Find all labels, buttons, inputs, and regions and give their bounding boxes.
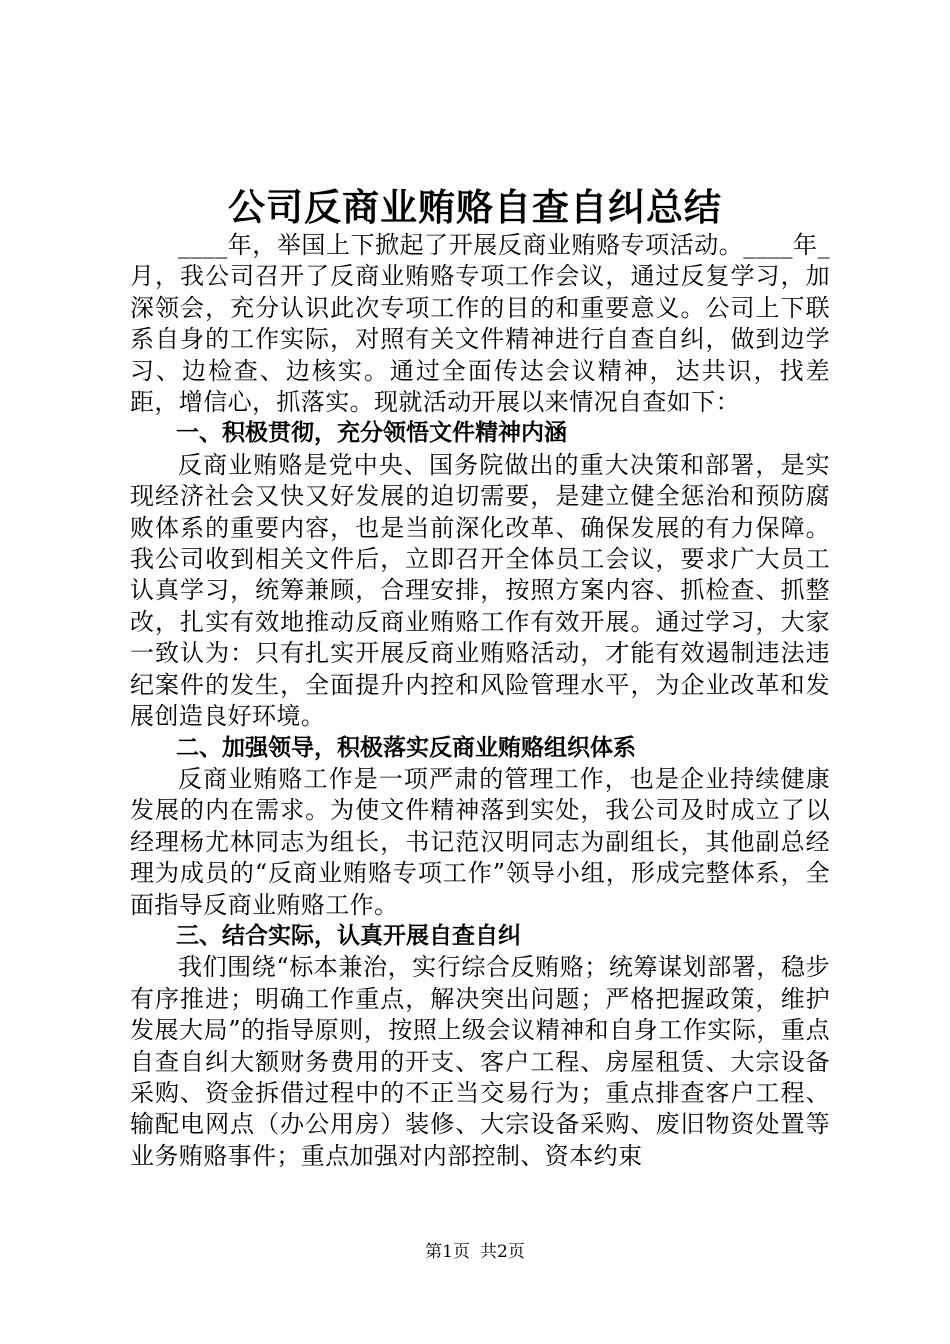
section-2-paragraph: 反商业贿赂工作是一项严肃的管理工作，也是企业持续健康发展的内在需求。为使文件精神落到实处，我公司及时成立了以经理杨尤林同志为组长，书记范汉明同志为副组长，其他副总经理为成员的“反商业贿赂专项工作”领导小组，形成完整体系，全面指导反商业贿赂工作。 [130, 764, 830, 919]
section-heading-2: 二、加强领导，积极落实反商业贿赂组织体系 [176, 734, 636, 761]
section-heading-3: 三、结合实际，认真开展自查自纠 [176, 922, 521, 949]
section-3-paragraph: 我们围绕“标本兼治，实行综合反贿赂；统筹谋划部署，稳步有序推进；明确工作重点，解决突出问题；严格把握政策，维护发展大局”的指导原则，按照上级会议精神和自身工作实际，重点自查自纠大额财务费用的开支、客户工程、房屋租赁、大宗设备采购、资金拆借过程中的不正当交易行为；重点排查客户工程、输配电网点（办公用房）装修、大宗设备采购、废旧物资处置等业务贿赂事件；重点加强对内部控制、资本约束 [130, 953, 830, 1170]
document-title: 公司反商业贿赂自查自纠总结 [228, 186, 722, 229]
page-number: 第1页 [425, 1242, 470, 1262]
page-total: 共2页 [480, 1242, 525, 1262]
document-body [130, 230, 830, 1172]
section-1-paragraph: 反商业贿赂是党中央、国务院做出的重大决策和部署，是实现经济社会又快又好发展的迫切需要，是建立健全惩治和预防腐败体系的重要内容，也是当前深化改革、确保发展的有力保障。我公司收到相关文件后，立即召开全体员工会议，要求广大员工认真学习，统筹兼顾，合理安排，按照方案内容、抓检查、抓整改，扎实有效地推动反商业贿赂工作有效开展。通过学习，大家一致认为：只有扎实开展反商业贿赂活动，才能有效遏制违法违纪案件的发生，全面提升内控和风险管理水平，为企业改革和发展创造良好环境。 [130, 450, 830, 731]
page-footer [0, 1240, 950, 1264]
intro-paragraph: ____年，举国上下掀起了开展反商业贿赂专项活动。____年_月，我公司召开了反商业贿赂专项工作会议，通过反复学习，加深领会，充分认识此次专项工作的目的和重要意义。公司上下联系自身的工作实际，对照有关文件精神进行自查自纠，做到边学习、边检查、边核实。通过全面传达会议精神，达共识，找差距，增信心，抓落实。现就活动开展以来情况自查如下： [130, 231, 830, 417]
section-heading-1: 一、积极贯彻，充分领悟文件精神内涵 [176, 420, 567, 447]
